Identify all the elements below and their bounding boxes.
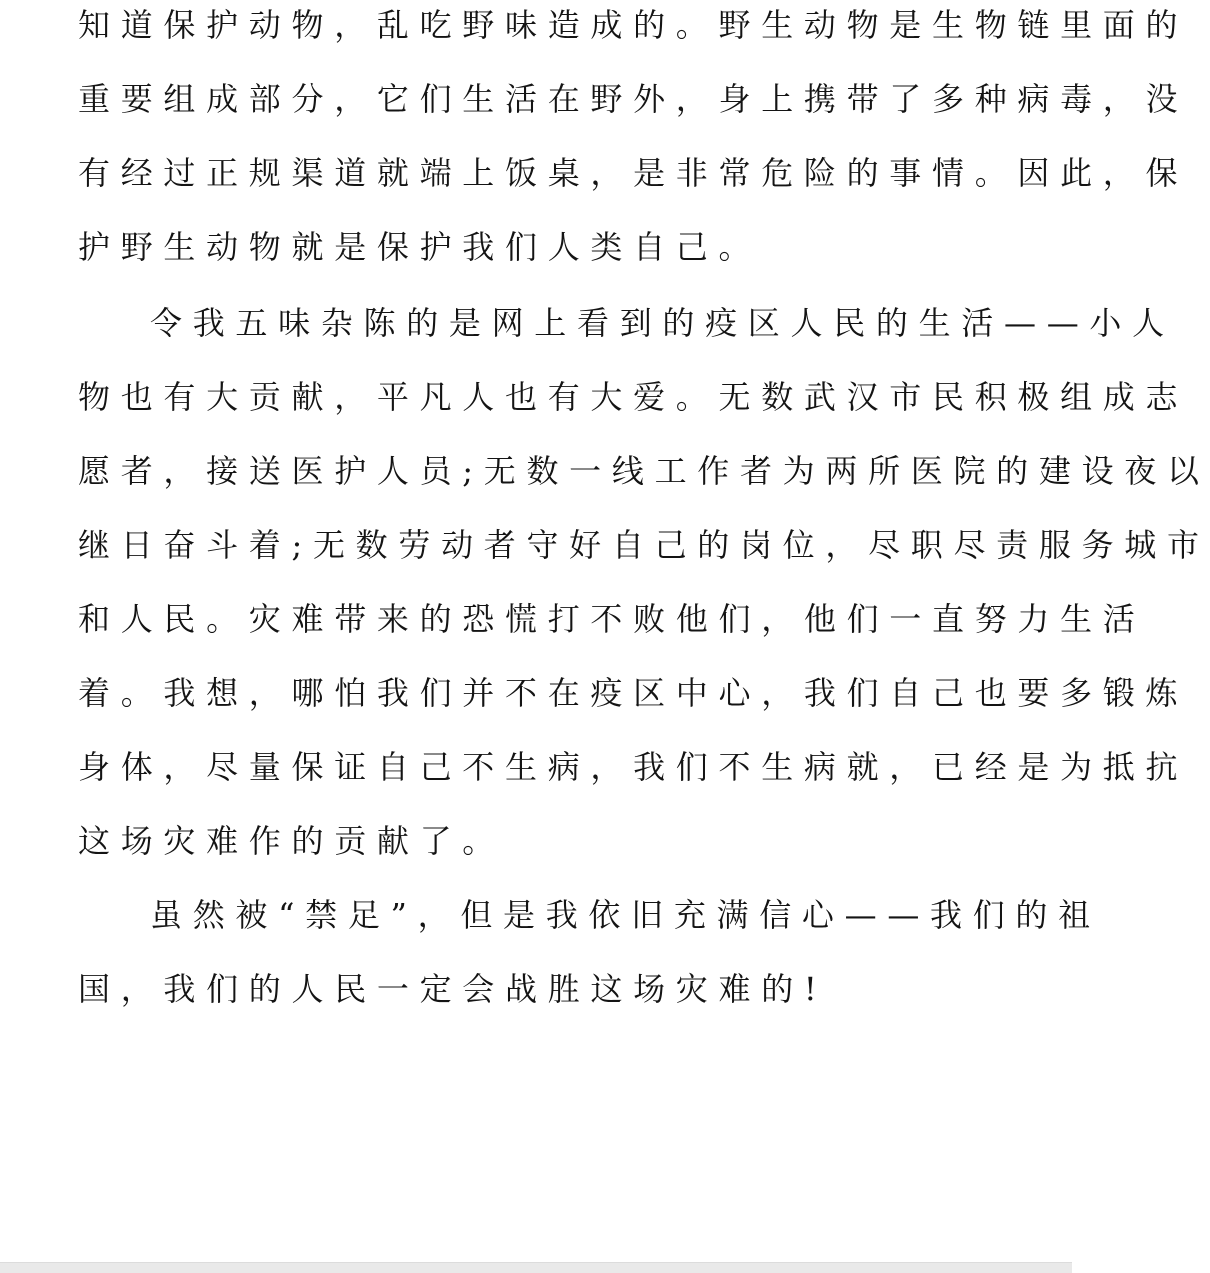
text-line-12: 这场灾难作的贡献了。 (78, 822, 506, 860)
text-line-14: 国，我们的人民一定会战胜这场灾难的! (78, 970, 828, 1008)
text-line-8: 继日奋斗着;无数劳动者守好自己的岗位，尽职尽责服务城市 (78, 526, 1210, 564)
text-line-1: 知道保护动物，乱吃野味造成的。野生动物是生物链里面的 (78, 6, 1189, 44)
bottom-edge-strip (0, 1262, 1072, 1273)
text-line-11: 身体，尽量保证自己不生病，我们不生病就，已经是为抵抗 (78, 748, 1189, 786)
text-line-7: 愿者，接送医护人员;无数一线工作者为两所医院的建设夜以 (78, 452, 1210, 490)
text-line-6: 物也有大贡献，平凡人也有大爱。无数武汉市民积极组成志 (78, 378, 1189, 416)
text-line-2: 重要组成部分，它们生活在野外，身上携带了多种病毒，没 (78, 80, 1189, 118)
text-line-4: 护野生动物就是保护我们人类自己。 (78, 228, 762, 266)
text-line-10: 着。我想，哪怕我们并不在疫区中心，我们自己也要多锻炼 (78, 674, 1189, 712)
text-line-9: 和人民。灾难带来的恐慌打不败他们，他们一直努力生活 (78, 600, 1146, 638)
text-line-5: 令我五味杂陈的是网上看到的疫区人民的生活——小人 (150, 304, 1175, 342)
text-line-13: 虽然被“禁足”，但是我依旧充满信心——我们的祖 (150, 896, 1101, 934)
text-line-3: 有经过正规渠道就端上饭桌，是非常危险的事情。因此，保 (78, 154, 1189, 192)
